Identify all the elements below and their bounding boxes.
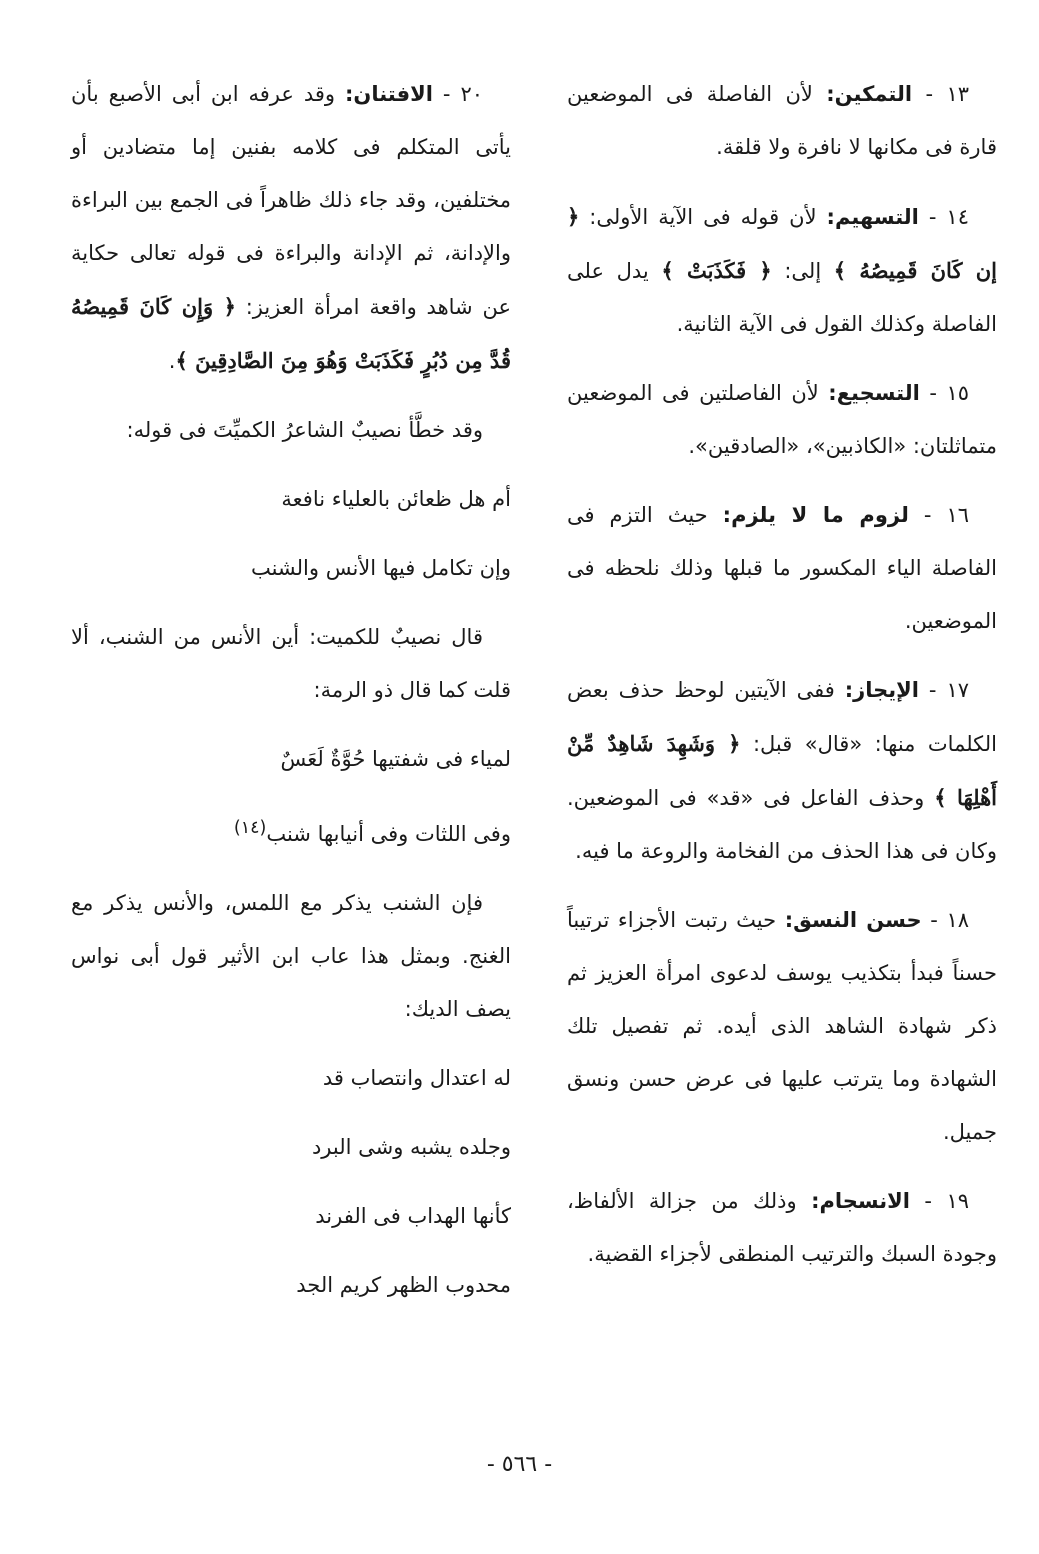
paragraph-text: وذلك من جزالة الألفاظ، وجودة السبك والترتيب المنطقى لأجزاء القضية. <box>567 1189 997 1266</box>
paragraph-text: حيث التزم فى الفاصلة الياء المكسور ما قبلها وذلك نلحظه فى الموضعين. <box>567 503 997 633</box>
quran-quote: ﴿ وَشَهِدَ شَاهِدٌ مِّنْ أَهْلِهَا ﴾ <box>567 731 997 810</box>
item-number: ١٥ - <box>919 381 969 405</box>
item-number: ١٨ - <box>921 908 969 932</box>
verse-line: أم هل ظعائن بالعلياء نافعة <box>281 487 511 511</box>
paragraph-text: . <box>168 349 176 373</box>
term-heading: الافتنان: <box>345 82 433 106</box>
paragraph-text: لأن قوله فى الآية الأولى: <box>579 205 827 229</box>
paragraph-18 <box>567 894 997 1159</box>
verse-text: وفى اللثات وفى أنيابها شنب <box>266 822 511 846</box>
item-number: ١٩ - <box>909 1189 970 1213</box>
footnote-reference: (١٤) <box>233 818 267 838</box>
term-heading: الإيجاز: <box>844 678 919 702</box>
term-heading: الانسجام: <box>811 1189 910 1213</box>
left-column <box>71 68 511 1328</box>
paragraph-text: يدل على الفاصلة وكذلك القول فى الآية الثانية. <box>567 259 997 336</box>
item-number: ١٧ - <box>919 678 969 702</box>
paragraph-15 <box>567 367 997 473</box>
paragraph-text: إلى: <box>771 259 834 283</box>
term-heading: التمكين: <box>826 82 913 106</box>
paragraph-qal: قال نصيبٌ للكميت: أين الأنس من الشنب، ألا قلت كما قال ذو الرمة: <box>71 625 511 702</box>
paragraph-13 <box>567 68 997 174</box>
paragraph-fa: فإن الشنب يذكر مع اللمس، والأنس يذكر مع الغنج. وبمثل هذا عاب ابن الأثير قول أبى نواس يصف الديك: <box>71 891 511 1021</box>
term-heading: التسجيع: <box>828 381 920 405</box>
verse-line: وإن تكامل فيها الأنس والشنب <box>250 556 511 580</box>
item-number: ١٣ - <box>912 82 969 106</box>
paragraph-14 <box>567 190 997 351</box>
term-heading: لزوم ما لا يلزم: <box>722 503 909 527</box>
paragraph-text: وحذف الفاعل فى «قد» فى الموضعين. وكان فى هذا الحذف من الفخامة والروعة ما فيه. <box>567 786 997 863</box>
quran-quote: ﴿ إن كَانَ قَمِيصُهُ ﴾ <box>567 204 997 283</box>
verse-line: محدوب الظهر كريم الجد <box>296 1273 511 1297</box>
verse-line: لمياء فى شفتيها حُوَّةٌ لَعَسٌ <box>280 747 511 771</box>
verse-line: كأنها الهداب فى الفرند <box>315 1204 511 1228</box>
right-column <box>567 68 997 1297</box>
paragraph-text: لأن الفاصلتين فى الموضعين متماثلتان: «الكاذبين»، «الصادقين». <box>567 381 997 458</box>
page-number: - ٥٦٦ - <box>486 1452 553 1477</box>
paragraph-text: ففى الآيتين لوحظ حذف بعض الكلمات منها: «قال» قبل: <box>567 678 997 756</box>
item-number: ١٦ - <box>908 503 969 527</box>
paragraph-text: حيث رتبت الأجزاء ترتيباً حسناً فبدأ بتكذيب يوسف لدعوى امرأة العزيز ثم ذكر شهادة الشاهد الذى أيده. ثم تفصيل تلك الشهادة وما يترتب عليها فى عرض حسن ونسق جميل. <box>567 908 997 1144</box>
term-heading: حسن النسق: <box>784 908 922 932</box>
verse-line <box>71 802 511 861</box>
item-number: ١٤ - <box>918 205 969 229</box>
quran-quote: ﴿ فَكَذَبَتْ ﴾ <box>661 258 772 283</box>
paragraph-19 <box>567 1175 997 1281</box>
paragraph-text: وقد عرفه ابن أبى الأصبع بأن يأتى المتكلم فى كلامه بفنين إما متضادين أو مختلفين، وقد جاء ذلك ظاهراً فى الجمع بين البراءة والإدانة، ثم الإدانة والبراءة فى قوله تعالى حكاية عن شاهد واقعة امرأة العزيز: <box>71 82 511 319</box>
paragraph-text: لأن الفاصلة فى الموضعين قارة فى مكانها لا نافرة ولا قلقة. <box>567 82 997 159</box>
verse-line: له اعتدال وانتصاب قد <box>322 1066 511 1090</box>
paragraph-17 <box>567 664 997 878</box>
paragraph-20 <box>71 68 511 388</box>
term-heading: التسهيم: <box>826 205 919 229</box>
paragraph-nusaib: وقد خطَّأ نصيبٌ الشاعرُ الكميِّتَ فى قوله: <box>126 418 483 442</box>
verse-line: وجلده يشبه وشى البرد <box>311 1135 511 1159</box>
item-number: ٢٠ - <box>432 82 483 106</box>
quran-quote: ﴿ وَإِن كَانَ قَمِيصُهُ قُدَّ مِن دُبُرٍ فَكَذَبَتْ وَهُوَ مِنَ الصَّادِقِينَ ﴾ <box>71 294 511 373</box>
paragraph-16 <box>567 489 997 648</box>
